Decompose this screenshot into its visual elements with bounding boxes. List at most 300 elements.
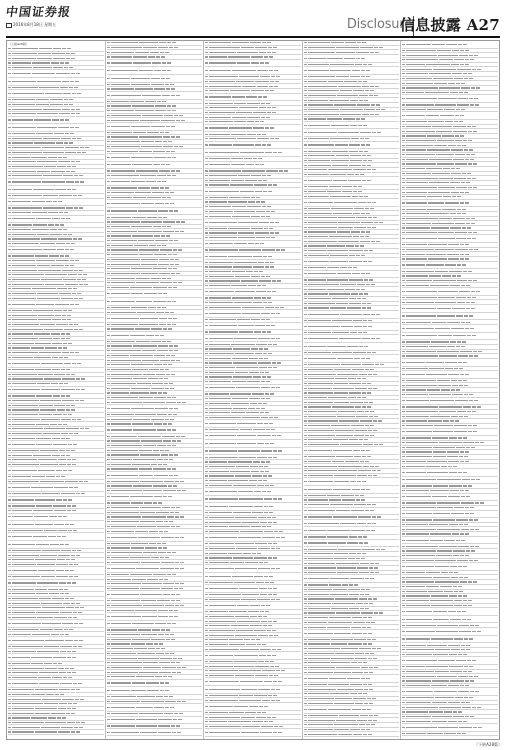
table-cell <box>402 456 405 457</box>
table-cell <box>111 616 142 617</box>
table-cell <box>68 234 72 235</box>
table-cell <box>460 374 464 375</box>
table-cell <box>444 591 453 592</box>
table-cell <box>470 529 474 530</box>
table-cell <box>308 202 333 203</box>
table-cell <box>356 217 367 218</box>
table-cell <box>209 568 234 569</box>
table-cell <box>48 717 57 718</box>
table-cell <box>240 191 254 192</box>
table-cell <box>250 616 257 617</box>
table-cell <box>60 224 64 225</box>
table-cell <box>232 117 246 118</box>
table-cell <box>458 721 462 722</box>
continued-from-note: （上接A26版） <box>8 42 29 46</box>
table-cell <box>41 727 60 728</box>
table-cell <box>430 600 454 601</box>
table-row <box>304 575 400 583</box>
table-cell <box>107 141 110 142</box>
table-cell <box>439 546 456 547</box>
table-cell <box>366 273 370 274</box>
table-cell <box>111 307 130 308</box>
table-cell <box>111 70 139 71</box>
table-cell <box>175 259 179 260</box>
table-cell <box>233 557 253 558</box>
table-cell <box>368 388 372 389</box>
table-row <box>8 179 104 187</box>
table-cell <box>308 314 339 315</box>
table-cell <box>406 341 429 342</box>
table-cell <box>464 149 468 150</box>
table-cell <box>168 423 172 424</box>
table-cell <box>12 564 36 565</box>
table-cell <box>55 694 59 695</box>
table-cell <box>271 429 275 430</box>
table-cell <box>166 402 175 403</box>
table-cell <box>63 310 67 311</box>
table-cell <box>361 273 365 274</box>
table-cell <box>361 118 365 119</box>
table-cell <box>459 625 469 626</box>
table-cell <box>173 318 177 319</box>
table-cell <box>308 114 339 115</box>
table-cell <box>80 699 84 700</box>
table-cell <box>368 633 372 634</box>
table-cell <box>131 643 145 644</box>
table-cell <box>475 691 479 692</box>
table-cell <box>71 53 75 54</box>
table-cell <box>406 192 427 193</box>
table-cell <box>448 145 456 146</box>
table-cell <box>237 435 256 436</box>
table-cell <box>350 125 357 126</box>
table-cell <box>229 197 241 198</box>
table-cell <box>425 92 448 93</box>
table-cell <box>146 682 159 683</box>
table-cell <box>468 271 472 272</box>
table-cell <box>107 616 110 617</box>
table-cell <box>12 224 32 225</box>
table-cell <box>172 324 176 325</box>
table-cell <box>67 510 71 511</box>
table-cell <box>254 491 261 492</box>
table-cell <box>437 625 458 626</box>
table-cell <box>362 42 366 43</box>
table-cell <box>58 347 62 348</box>
table-cell <box>34 142 55 143</box>
table-cell <box>433 280 456 281</box>
table-cell <box>12 363 40 364</box>
table-cell <box>345 289 355 290</box>
table-cell <box>267 206 271 207</box>
table-cell <box>251 526 262 527</box>
table-cell <box>239 107 258 108</box>
table-cell <box>430 400 454 401</box>
table-cell <box>37 161 57 162</box>
table-cell <box>107 78 110 79</box>
table-cell <box>342 191 352 192</box>
table-cell <box>12 329 43 330</box>
table-cell <box>257 485 264 486</box>
table-cell <box>402 595 405 596</box>
table-cell <box>308 81 327 82</box>
table-cell <box>235 568 257 569</box>
table-row <box>8 216 104 224</box>
table-cell <box>67 722 75 723</box>
table-cell <box>304 456 307 457</box>
table-cell <box>205 616 208 617</box>
table-cell <box>329 678 345 679</box>
table-cell <box>370 466 374 467</box>
table-cell <box>406 472 426 473</box>
table-cell <box>365 208 369 209</box>
table-cell <box>205 175 208 176</box>
table-cell <box>51 62 59 63</box>
table-cell <box>205 408 208 409</box>
table-cell <box>142 350 155 351</box>
table-cell <box>12 634 31 635</box>
table-cell <box>12 298 36 299</box>
table-cell <box>12 238 40 239</box>
table-cell <box>111 634 141 635</box>
table-cell <box>308 132 337 133</box>
table-cell <box>107 378 110 379</box>
table-cell <box>352 617 362 618</box>
table-cell <box>402 159 405 160</box>
table-cell <box>79 623 83 624</box>
table-cell <box>349 255 356 256</box>
table-cell <box>12 53 37 54</box>
table-cell <box>66 607 74 608</box>
table-cell <box>427 109 444 110</box>
table-cell <box>70 133 74 134</box>
table-cell <box>142 115 163 116</box>
table-cell <box>205 717 208 718</box>
table-cell <box>451 168 455 169</box>
table-cell <box>167 324 171 325</box>
table-cell <box>8 99 11 100</box>
table-cell <box>437 550 453 551</box>
table-cell <box>37 293 58 294</box>
table-cell <box>402 341 405 342</box>
table-cell <box>474 355 478 356</box>
table-cell <box>270 443 274 444</box>
table-cell <box>170 259 174 260</box>
table-cell <box>56 243 65 244</box>
table-cell <box>436 154 453 155</box>
table-cell <box>131 547 144 548</box>
table-cell <box>111 101 130 102</box>
table-cell <box>157 175 165 176</box>
table-cell <box>8 428 11 429</box>
table-cell <box>205 576 208 577</box>
table-cell <box>370 90 374 91</box>
table-cell <box>265 262 269 263</box>
table-cell <box>246 644 256 645</box>
table-cell <box>241 599 256 600</box>
table-cell <box>161 648 165 649</box>
table-cell <box>453 159 464 160</box>
table-cell <box>402 577 405 578</box>
table-cell <box>470 625 474 626</box>
table-cell <box>463 437 467 438</box>
table-cell <box>58 668 64 669</box>
table-cell <box>257 443 264 444</box>
table-cell <box>332 406 354 407</box>
table-cell <box>72 505 76 506</box>
table-cell <box>111 397 139 398</box>
table-cell <box>256 344 267 345</box>
table-cell <box>170 264 174 265</box>
dateline-text: 2016年8月18日 星期五 <box>13 22 57 27</box>
table-cell <box>107 301 110 302</box>
table-cell <box>163 594 170 595</box>
table-cell <box>107 408 110 409</box>
table-cell <box>68 288 72 289</box>
table-cell <box>456 389 460 390</box>
table-cell <box>61 395 65 396</box>
table-cell <box>357 298 361 299</box>
table-cell <box>459 631 471 632</box>
table-row <box>304 355 400 363</box>
table-cell <box>335 378 347 379</box>
table-cell <box>209 56 227 57</box>
table-cell <box>349 584 353 585</box>
table-cell <box>308 617 329 618</box>
table-cell <box>304 594 307 595</box>
table-cell <box>470 716 474 717</box>
table-cell <box>304 689 307 690</box>
table-cell <box>459 121 463 122</box>
table-cell <box>262 206 266 207</box>
table-cell <box>406 98 437 99</box>
table-cell <box>354 435 365 436</box>
table-cell <box>107 690 110 691</box>
table-cell <box>308 151 332 152</box>
table-cell <box>406 420 427 421</box>
table-cell <box>465 64 469 65</box>
table-cell <box>69 67 73 68</box>
table-cell <box>470 159 474 160</box>
table-cell <box>44 329 63 330</box>
table-cell <box>357 284 365 285</box>
table-cell <box>352 273 360 274</box>
table-cell <box>164 383 168 384</box>
table-cell <box>107 268 110 269</box>
table-cell <box>406 213 428 214</box>
table-cell <box>265 62 269 63</box>
table-row <box>304 271 400 279</box>
table-cell <box>107 547 110 548</box>
table-cell <box>470 328 474 329</box>
table-cell <box>107 132 110 133</box>
table-cell <box>367 639 371 640</box>
table-cell <box>336 510 350 511</box>
table-cell <box>177 440 181 441</box>
table-cell <box>182 701 186 702</box>
table-cell <box>136 707 152 708</box>
masthead <box>6 3 500 37</box>
table-cell <box>243 553 250 554</box>
table-cell <box>45 668 57 669</box>
table-cell <box>205 372 208 373</box>
table-cell <box>370 208 374 209</box>
table-cell <box>49 593 59 594</box>
table-cell <box>12 279 40 280</box>
table-cell <box>8 189 11 190</box>
table-cell <box>406 362 425 363</box>
table-cell <box>402 271 405 272</box>
table-cell <box>40 555 56 556</box>
table-cell <box>308 411 337 412</box>
table-row <box>8 514 104 522</box>
table-cell <box>111 88 135 89</box>
table-cell <box>107 231 110 232</box>
table-cell <box>49 255 60 256</box>
table-cell <box>452 50 459 51</box>
section-title-chinese: 信息披露 A27 <box>399 16 500 34</box>
table-cell <box>231 158 244 159</box>
table-cell <box>451 649 460 650</box>
table-cell <box>12 201 31 202</box>
table-cell <box>138 231 162 232</box>
table-cell <box>209 485 232 486</box>
table-cell <box>209 562 229 563</box>
table-row <box>107 123 203 131</box>
table-cell <box>476 291 480 292</box>
table-cell <box>472 406 476 407</box>
table-cell <box>334 104 356 105</box>
table-cell <box>330 594 349 595</box>
table-cell <box>308 627 326 628</box>
table-cell <box>308 504 330 505</box>
table-cell <box>304 81 307 82</box>
table-cell <box>308 430 335 431</box>
table-cell <box>72 651 76 652</box>
table-cell <box>37 651 59 652</box>
table-cell <box>284 170 288 171</box>
table-cell <box>71 171 75 172</box>
table-cell <box>107 502 110 503</box>
table-cell <box>454 368 458 369</box>
table-cell <box>162 341 166 342</box>
table-cell <box>170 419 174 420</box>
table-cell <box>140 120 161 121</box>
table-cell <box>34 357 51 358</box>
table-cell <box>304 104 307 105</box>
table-cell <box>111 662 143 663</box>
table-cell <box>304 236 307 237</box>
table-row <box>8 541 104 549</box>
table-cell <box>8 395 11 396</box>
table-cell <box>428 192 450 193</box>
table-cell <box>471 550 475 551</box>
table-cell <box>77 138 81 139</box>
table-cell <box>161 56 165 57</box>
table-cell <box>308 639 331 640</box>
table-cell <box>466 182 470 183</box>
table-cell <box>205 553 208 554</box>
table-cell <box>406 78 432 79</box>
table-cell <box>61 493 74 494</box>
table-cell <box>205 211 208 212</box>
table-cell <box>374 222 378 223</box>
table-cell <box>12 113 36 114</box>
table-cell <box>445 362 457 363</box>
table-cell <box>402 145 405 146</box>
table-cell <box>165 192 169 193</box>
table-cell <box>251 90 264 91</box>
table-cell <box>304 202 307 203</box>
table-cell <box>132 423 153 424</box>
table-cell <box>205 197 208 198</box>
table-cell <box>406 466 425 467</box>
table-cell <box>308 439 332 440</box>
table-cell <box>265 393 269 394</box>
table-cell <box>308 622 328 623</box>
table-cell <box>141 600 156 601</box>
table-cell <box>152 629 160 630</box>
table-cell <box>473 131 477 132</box>
table-cell <box>450 341 457 342</box>
table-cell <box>361 450 365 451</box>
table-row <box>304 122 400 130</box>
table-cell <box>327 191 341 192</box>
table-cell <box>363 160 367 161</box>
table-cell <box>50 234 62 235</box>
table-cell <box>361 612 374 613</box>
table-cell <box>402 362 405 363</box>
table-cell <box>8 67 11 68</box>
table-cell <box>465 244 469 245</box>
table-cell <box>272 630 276 631</box>
table-cell <box>462 227 466 228</box>
table-cell <box>205 611 208 612</box>
table-cell <box>209 313 241 314</box>
table-cell <box>358 693 362 694</box>
table-cell <box>304 208 307 209</box>
table-cell <box>428 202 445 203</box>
table-cell <box>209 661 233 662</box>
table-cell <box>31 657 52 658</box>
table-cell <box>464 524 468 525</box>
table-cell <box>44 646 59 647</box>
table-cell <box>402 302 405 303</box>
table-cell <box>169 240 173 241</box>
table-cell <box>304 720 307 721</box>
table-cell <box>438 335 452 336</box>
table-cell <box>260 732 272 733</box>
table-cell <box>273 594 277 595</box>
table-cell <box>308 186 328 187</box>
table-cell <box>406 163 436 164</box>
table-cell <box>145 101 156 102</box>
table-cell <box>450 285 460 286</box>
table-cell <box>132 682 145 683</box>
table-cell <box>327 289 344 290</box>
table-cell <box>8 53 11 54</box>
table-cell <box>242 417 261 418</box>
table-cell <box>353 169 366 170</box>
table-cell <box>406 524 428 525</box>
table-cell <box>465 685 469 686</box>
table-cell <box>205 271 208 272</box>
table-cell <box>353 450 360 451</box>
table-cell <box>78 646 82 647</box>
table-cell <box>231 403 250 404</box>
table-cell <box>304 160 307 161</box>
table-cell <box>304 169 307 170</box>
